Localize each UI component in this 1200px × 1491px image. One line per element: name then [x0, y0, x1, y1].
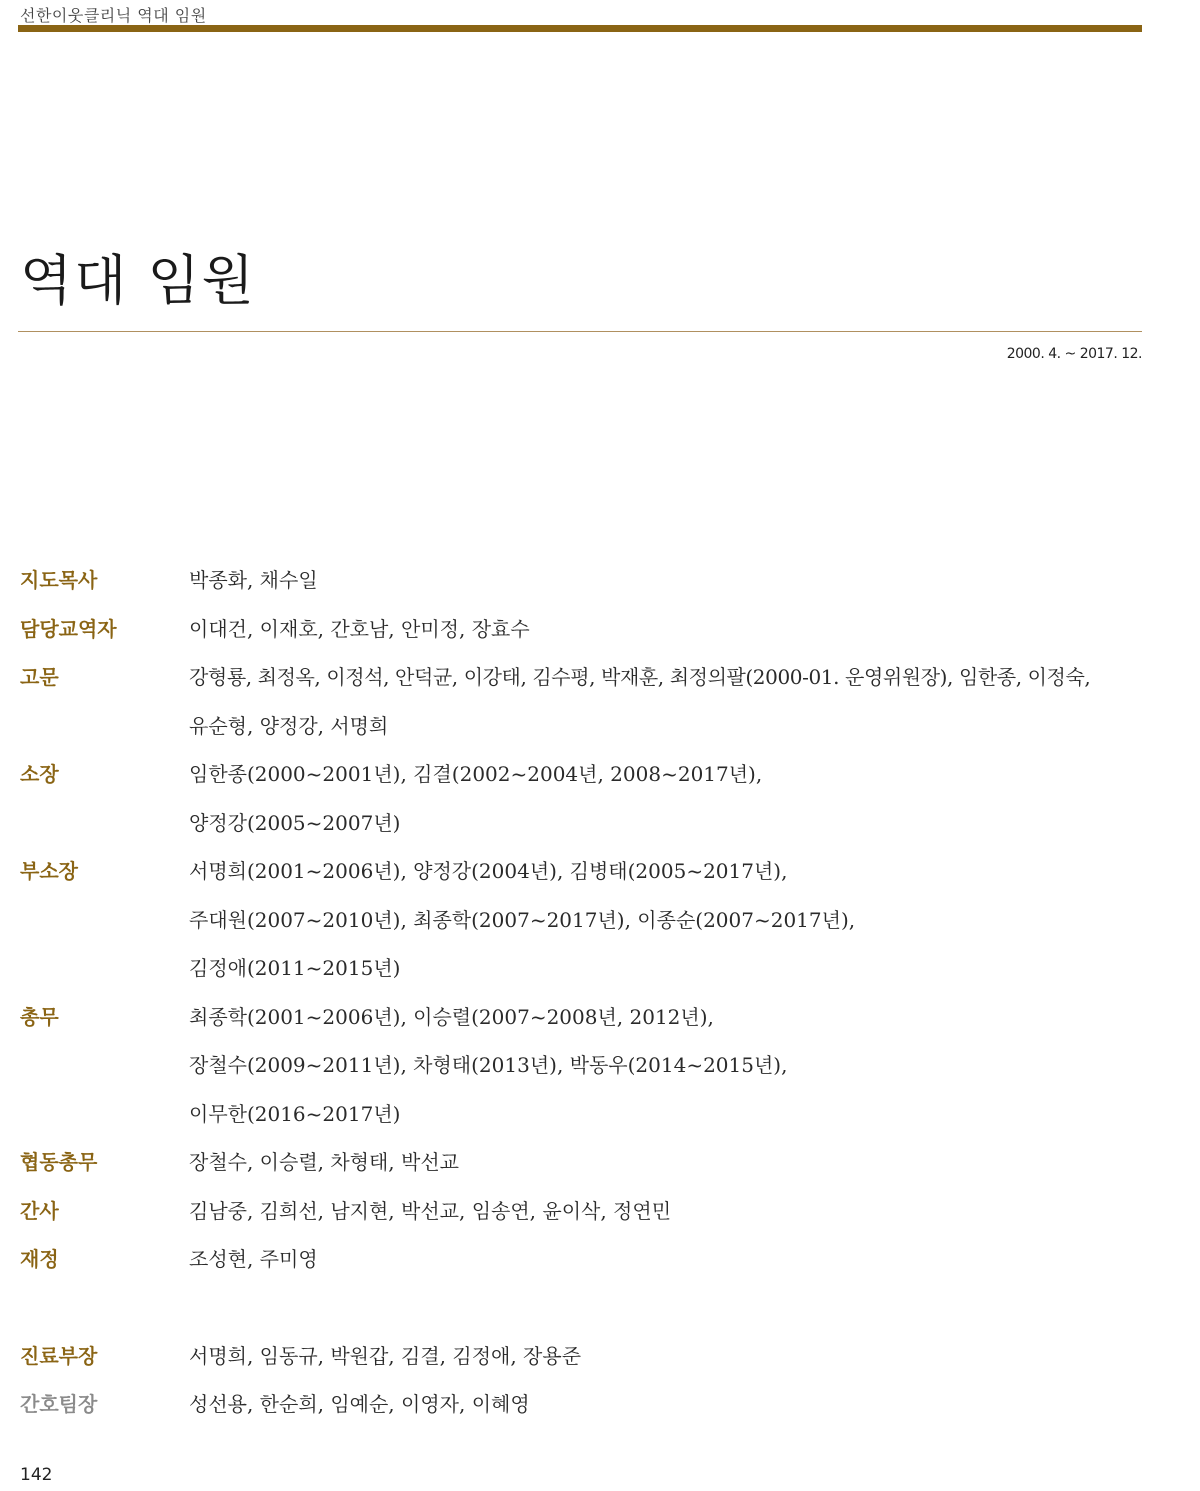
- section-spacer: [20, 1284, 1140, 1332]
- page-number: 142: [20, 1465, 53, 1485]
- member-names: [189, 750, 1140, 847]
- names-line: 장철수(2009~2011년), 차형태(2013년), 박동우(2014~2015년),: [189, 1053, 788, 1077]
- role-label: 부소장: [20, 859, 78, 883]
- role-label: 소장: [20, 762, 59, 786]
- role-label: 재정: [20, 1247, 59, 1271]
- names-line: 조성현, 주미영: [189, 1247, 318, 1271]
- names-line: 서명희(2001~2006년), 양정강(2004년), 김병태(2005~2017년),: [189, 859, 788, 883]
- roster-row: [20, 1380, 1140, 1429]
- roster-row: [20, 1138, 1140, 1187]
- role-label: 지도목사: [20, 568, 98, 592]
- roster-row: [20, 653, 1140, 750]
- roster-row: [20, 1235, 1140, 1284]
- member-names: [189, 1235, 1140, 1284]
- member-names: [189, 1380, 1140, 1429]
- roster-row: [20, 1332, 1140, 1381]
- page-title: 역대 임원: [20, 249, 256, 312]
- header-bar: [18, 25, 1142, 32]
- names-line: 성선용, 한순희, 임예순, 이영자, 이혜영: [189, 1392, 530, 1416]
- member-names: [189, 556, 1140, 605]
- names-line: 이대건, 이재호, 간호남, 안미정, 장효수: [189, 616, 530, 641]
- member-names: [189, 1138, 1140, 1187]
- member-names: [189, 1187, 1140, 1236]
- roster-row: [20, 750, 1140, 847]
- roster-row: [20, 993, 1140, 1139]
- roster-row: [20, 1187, 1140, 1236]
- roster-row: [20, 847, 1140, 993]
- names-line: 장철수, 이승렬, 차형태, 박선교: [189, 1150, 459, 1174]
- member-names: [189, 1332, 1140, 1381]
- role-label: 담당교역자: [20, 616, 117, 641]
- names-line: 임한종(2000~2001년), 김결(2002~2004년, 2008~2017년),: [189, 762, 763, 786]
- names-line: 박종화, 채수일: [189, 568, 318, 592]
- names-line: 이무한(2016~2017년): [189, 1101, 401, 1126]
- member-names: [189, 993, 1140, 1139]
- names-line: 김정애(2011~2015년): [189, 956, 401, 980]
- member-names: [189, 605, 1140, 654]
- names-line: 주대원(2007~2010년), 최종학(2007~2017년), 이종순(2007~2017년),: [189, 907, 856, 932]
- running-header: 선한이웃클리닉 역대 임원: [20, 6, 207, 25]
- role-label: 협동총무: [20, 1150, 98, 1174]
- member-names: [189, 847, 1140, 993]
- roster-row: [20, 605, 1140, 654]
- names-line: 김남중, 김희선, 남지현, 박선교, 임송연, 윤이삭, 정연민: [189, 1198, 672, 1223]
- role-label: 진료부장: [20, 1343, 98, 1368]
- names-line: 유순형, 양정강, 서명희: [189, 713, 389, 738]
- role-label: 고문: [20, 665, 59, 689]
- date-range: 2000. 4. ~ 2017. 12.: [1006, 346, 1142, 362]
- names-line: 서명희, 임동규, 박원갑, 김결, 김정애, 장용준: [189, 1343, 582, 1368]
- names-line: 강형룡, 최정옥, 이정석, 안덕균, 이강태, 김수평, 박재훈, 최정의팔(2000-01. 운영위원장), 임한종, 이정숙,: [189, 665, 1091, 689]
- officer-roster: [20, 556, 1140, 1429]
- role-label: 총무: [20, 1004, 59, 1029]
- names-line: 최종학(2001~2006년), 이승렬(2007~2008년, 2012년),: [189, 1004, 714, 1029]
- role-label: 간호팀장: [20, 1392, 98, 1416]
- member-names: [189, 653, 1140, 750]
- title-divider: [18, 331, 1142, 332]
- names-line: 양정강(2005~2007년): [189, 810, 401, 835]
- roster-row: [20, 556, 1140, 605]
- role-label: 간사: [20, 1198, 59, 1223]
